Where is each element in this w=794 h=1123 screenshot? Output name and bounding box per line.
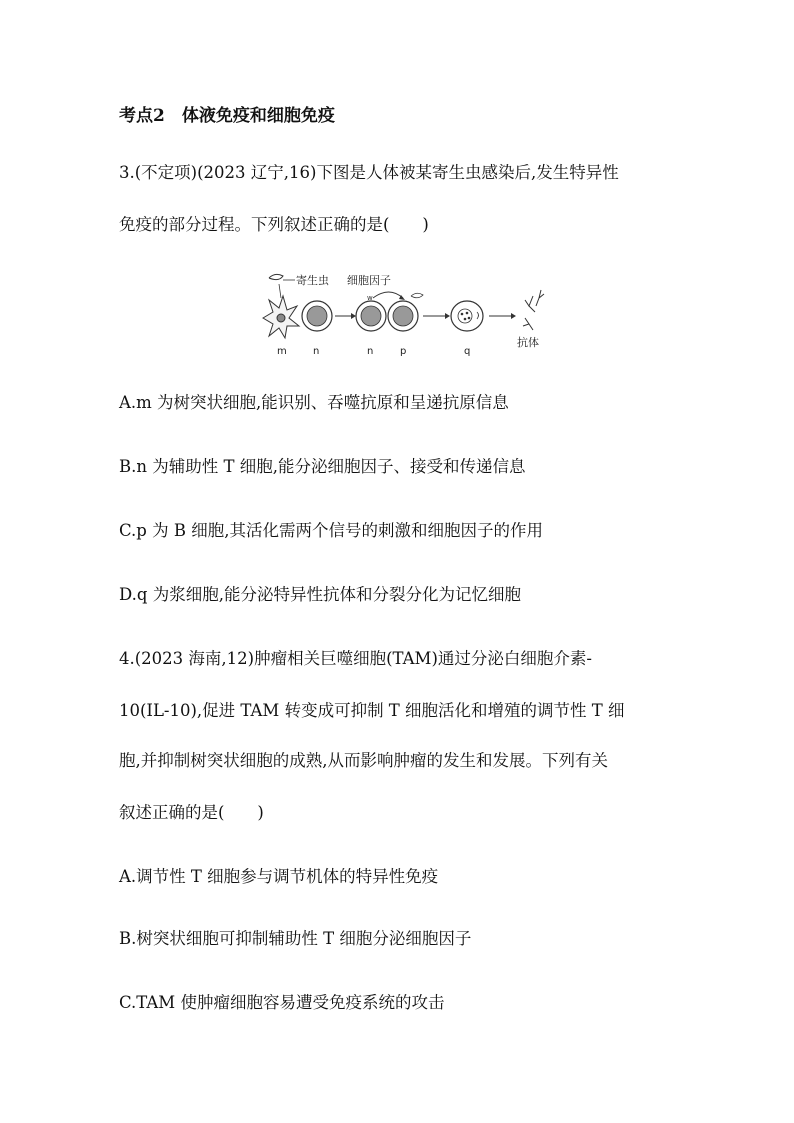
label-cytokine: 细胞因子 (347, 274, 391, 287)
q4-stem-line-3: 胞,并抑制树突状细胞的成熟,从而影响肿瘤的发生和发展。下列有关 (119, 751, 608, 770)
antibody-icon (523, 290, 544, 330)
svg-text:w: w (367, 294, 373, 302)
immune-response-diagram (255, 268, 555, 358)
label-antibody: 抗体 (517, 336, 539, 349)
q3-stem-line-1: 3.(不定项)(2023 辽宁,16)下图是人体被某寄生虫感染后,发生特异性 (119, 163, 619, 182)
q3-option-b: B.n 为辅助性 T 细胞,能分泌细胞因子、接受和传递信息 (119, 457, 526, 476)
cell-label-m: m (277, 346, 287, 357)
cell-label-n-2: n (367, 346, 374, 357)
cell-label-n: n (313, 346, 320, 357)
q4-stem-line-2: 10(IL-10),促进 TAM 转变成可抑制 T 细胞活化和增殖的调节性 T 细 (119, 701, 625, 720)
q4-option-c: C.TAM 使肿瘤细胞容易遭受免疫系统的攻击 (119, 993, 445, 1012)
parasite-icon (269, 274, 283, 279)
q4-option-b: B.树突状细胞可抑制辅助性 T 细胞分泌细胞因子 (119, 929, 472, 948)
q3-option-c: C.p 为 B 细胞,其活化需两个信号的刺激和细胞因子的作用 (119, 521, 543, 540)
helper-t-cell-n (302, 301, 332, 331)
label-parasite: 寄生虫 (296, 274, 329, 287)
q4-stem-line-1: 4.(2023 海南,12)肿瘤相关巨噬细胞(TAM)通过分泌白细胞介素- (119, 649, 592, 668)
section-heading: 考点2 体液免疫和细胞免疫 (119, 106, 335, 126)
q3-option-a: A.m 为树突状细胞,能识别、吞噬抗原和呈递抗原信息 (119, 393, 509, 412)
q3-stem-line-2: 免疫的部分过程。下列叙述正确的是( ) (119, 215, 429, 234)
cell-label-p: p (400, 346, 407, 357)
dendritic-cell-m (263, 296, 299, 338)
cell-label-q: q (464, 346, 471, 357)
q4-stem-line-4: 叙述正确的是( ) (119, 803, 264, 822)
plasma-cell-q (451, 301, 483, 331)
helper-t-cell-n-2 (356, 294, 386, 331)
q4-option-a: A.调节性 T 细胞参与调节机体的特异性免疫 (119, 867, 439, 886)
q3-option-d: D.q 为浆细胞,能分泌特异性抗体和分裂分化为记忆细胞 (119, 585, 521, 604)
b-cell-p (388, 293, 423, 331)
